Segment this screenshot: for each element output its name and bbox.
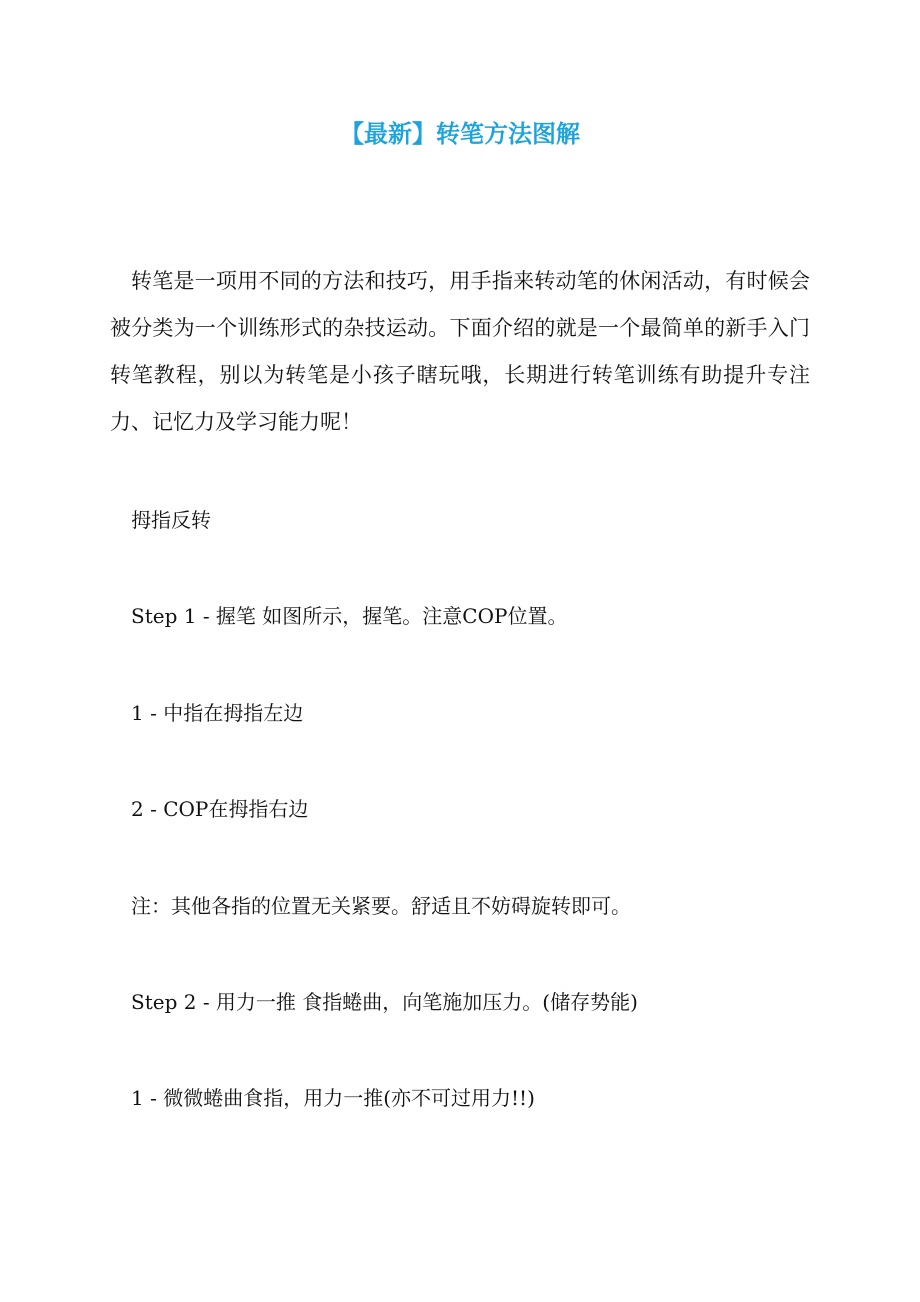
step-1-paragraph: Step 1 - 握笔 如图所示，握笔。注意COP位置。 [131, 604, 568, 628]
note-paragraph: 注：其他各指的位置无关紧要。舒适且不妨碍旋转即可。 [131, 894, 631, 918]
intro-paragraph: 转笔是一项用不同的方法和技巧，用手指来转动笔的休闲活动，有时候会被分类为一个训练形式的杂技运动。下面介绍的就是一个最简单的新手入门转笔教程，别以为转笔是小孩子瞎玩哦，长期进行转笔训练有助提升专注力、记忆力及学习能力呢！ [110, 269, 810, 434]
step-1-item-2: 2 - COP在拇指右边 [131, 797, 309, 821]
step-2-paragraph: Step 2 - 用力一推 食指蜷曲，向笔施加压力。(储存势能) [131, 990, 638, 1014]
section-heading-thumb-reverse: 拇指反转 [131, 508, 211, 532]
step-2-item-1: 1 - 微微蜷曲食指，用力一推(亦不可过用力!!) [131, 1086, 535, 1110]
step-1-item-1: 1 - 中指在拇指左边 [131, 701, 304, 725]
document-title: 【最新】转笔方法图解 [340, 120, 580, 148]
